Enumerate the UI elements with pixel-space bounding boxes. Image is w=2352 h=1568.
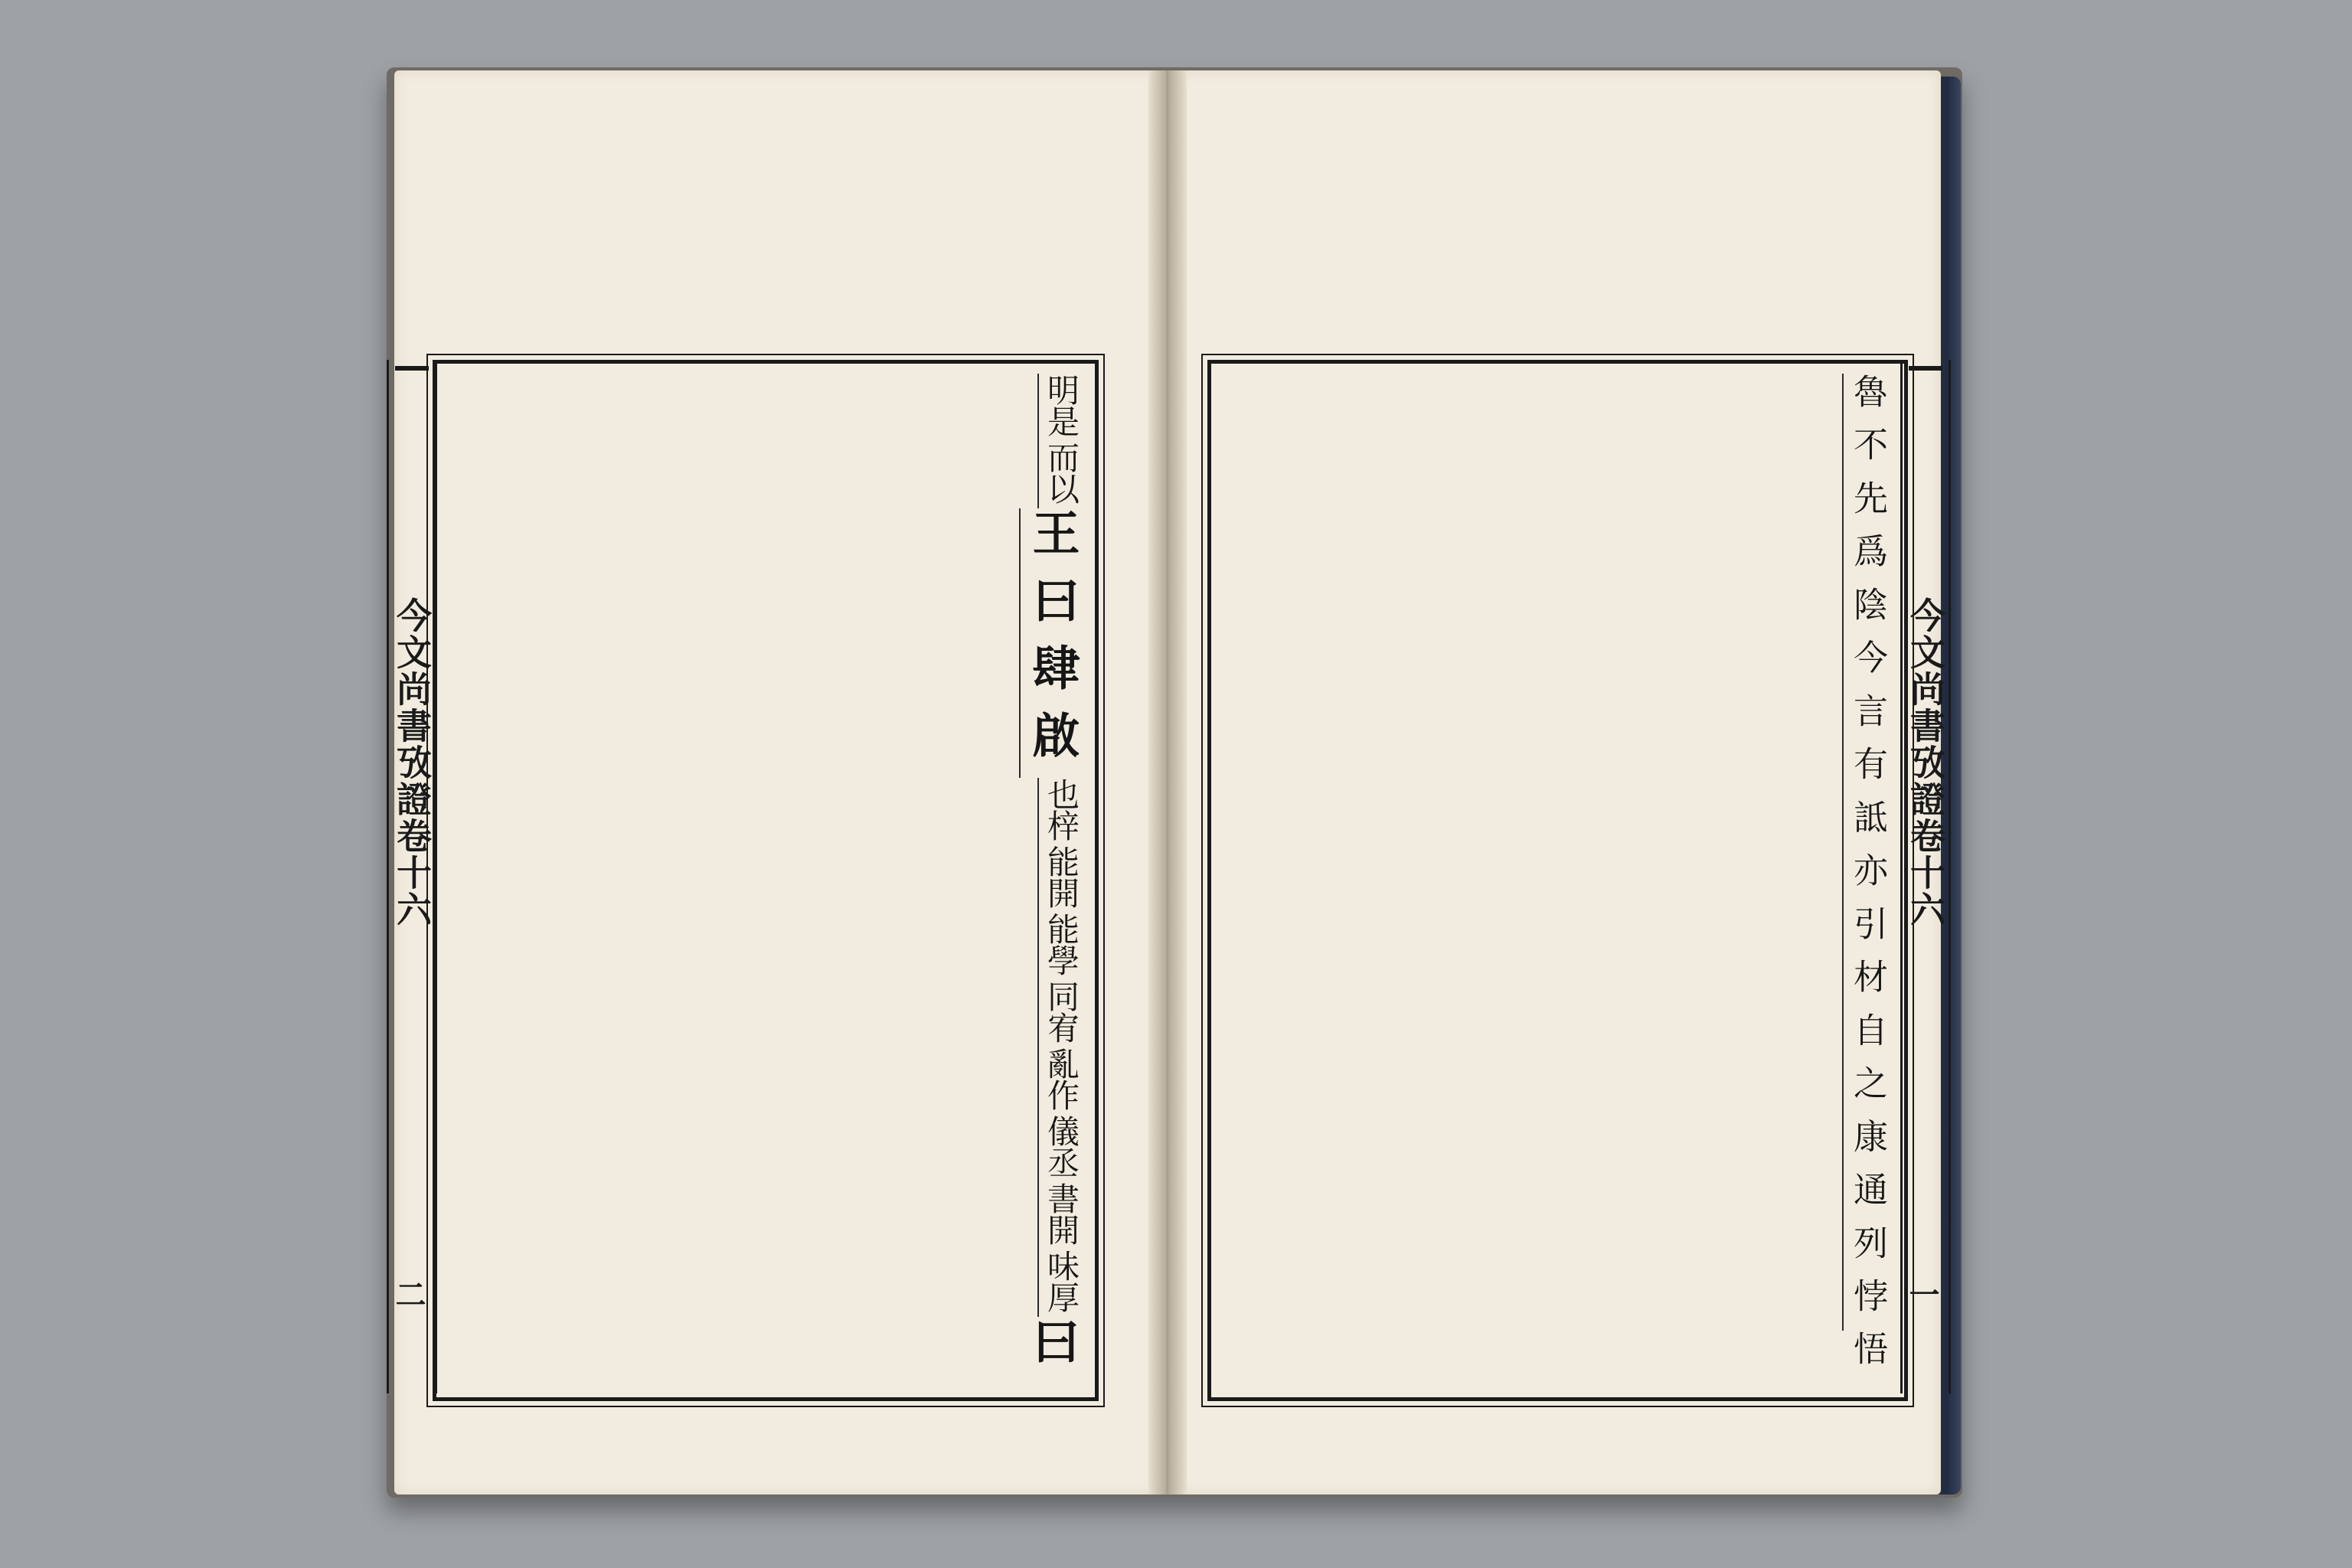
- fishtail-mark: [395, 366, 429, 389]
- text-column: [1019, 710, 1083, 778]
- left-running-title: 今文尚書攷證卷十六: [391, 597, 433, 928]
- text-column: [1842, 533, 1891, 586]
- main-text: 王: [1024, 508, 1080, 554]
- commentary-text: 味厚: [1043, 1250, 1080, 1312]
- text-column: [1842, 852, 1891, 905]
- right-running-title: 今文尚書攷證卷十六: [1905, 597, 1946, 928]
- commentary-text: 而以: [1043, 441, 1080, 504]
- text-column: [1037, 1047, 1083, 1115]
- text-column: [1842, 374, 1891, 426]
- text-column: [1842, 586, 1891, 639]
- commentary-text: 列: [1847, 1224, 1888, 1259]
- text-column: [1037, 1182, 1083, 1250]
- text-column: [1842, 1012, 1891, 1065]
- text-column: [1842, 480, 1891, 533]
- text-column: [1037, 374, 1083, 441]
- text-column: [1842, 1119, 1891, 1171]
- commentary-text: 康: [1847, 1118, 1888, 1152]
- text-column: [1842, 906, 1891, 959]
- commentary-text: 悟: [1847, 1331, 1888, 1365]
- text-column: [1844, 1331, 1891, 1383]
- text-column: [1842, 639, 1891, 692]
- text-column: [1019, 508, 1083, 576]
- main-text: 曰: [1024, 576, 1080, 622]
- commentary-text: 能學: [1043, 913, 1080, 975]
- text-column: [1842, 799, 1891, 852]
- commentary-text: 之: [1847, 1065, 1888, 1099]
- left-fold-column: [387, 360, 437, 1393]
- text-column: [1019, 576, 1083, 643]
- text-column: [1842, 746, 1891, 799]
- commentary-text: 先: [1847, 479, 1888, 514]
- text-column: [1842, 1225, 1891, 1278]
- text-column: [1021, 1317, 1083, 1384]
- fishtail-mark: [1909, 366, 1942, 389]
- text-column: [1037, 778, 1083, 845]
- left-folio-number: 二: [390, 1279, 426, 1309]
- commentary-text: 明是: [1043, 374, 1080, 436]
- commentary-text: 同宥: [1043, 980, 1080, 1043]
- commentary-text: 亦: [1847, 852, 1888, 887]
- commentary-text: 詆: [1847, 799, 1888, 833]
- commentary-text: 也梓: [1043, 778, 1080, 841]
- text-column: [1037, 913, 1083, 980]
- text-column: [1037, 441, 1083, 508]
- main-text: 肆: [1024, 643, 1080, 689]
- book-gutter: [1148, 70, 1187, 1494]
- commentary-text: 悖: [1847, 1277, 1888, 1312]
- right-folio-number: 一: [1904, 1279, 1940, 1309]
- commentary-text: 通: [1847, 1171, 1888, 1206]
- main-text: 曰: [1024, 1317, 1080, 1363]
- commentary-text: 書開: [1043, 1182, 1080, 1245]
- text-column: [1842, 1171, 1891, 1224]
- commentary-text: 言: [1847, 692, 1888, 727]
- text-column: [1037, 980, 1083, 1047]
- commentary-text: 有: [1847, 746, 1888, 780]
- commentary-text: 引: [1847, 905, 1888, 939]
- text-column: [1037, 1115, 1083, 1182]
- commentary-text: 儀丞: [1043, 1115, 1080, 1178]
- commentary-text: 材: [1847, 959, 1888, 993]
- commentary-text: 自: [1847, 1011, 1888, 1046]
- text-column: [1842, 959, 1891, 1011]
- text-column: [1037, 1250, 1083, 1317]
- text-column: [1842, 693, 1891, 746]
- text-column: [1842, 426, 1891, 479]
- commentary-text: 陰: [1847, 586, 1888, 620]
- text-column: [1842, 1065, 1891, 1118]
- main-text: 啟: [1024, 710, 1080, 756]
- right-page-text: [1217, 374, 1891, 1384]
- commentary-text: 能開: [1043, 845, 1080, 908]
- commentary-text: 魯: [1847, 374, 1888, 407]
- commentary-text: 亂作: [1043, 1047, 1080, 1110]
- commentary-text: 爲: [1847, 533, 1888, 567]
- text-column: [1842, 1278, 1891, 1331]
- text-column: [1037, 845, 1083, 913]
- right-fold-column: [1900, 360, 1951, 1393]
- text-column: [1019, 643, 1083, 710]
- left-page-text: [440, 374, 1083, 1384]
- commentary-text: 不: [1847, 426, 1888, 461]
- commentary-text: 今: [1847, 639, 1888, 674]
